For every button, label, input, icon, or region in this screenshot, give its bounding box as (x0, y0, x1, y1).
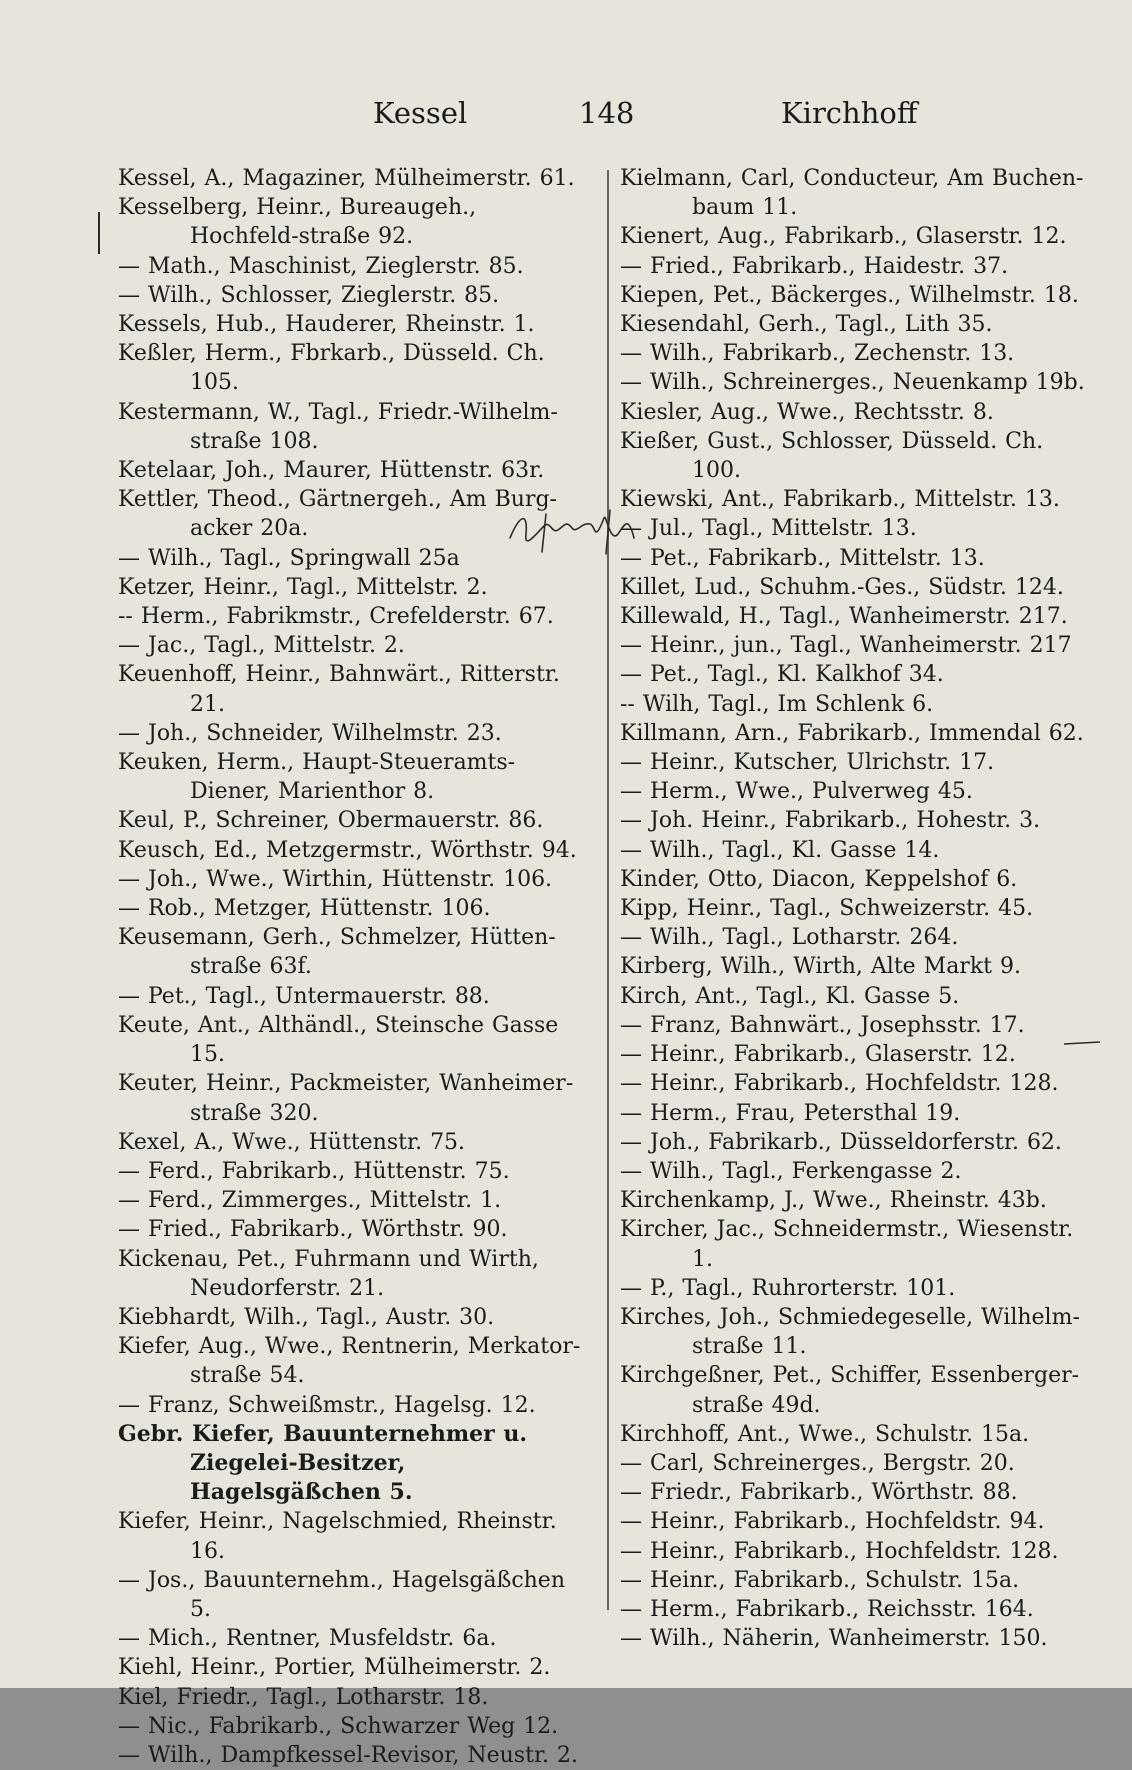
directory-entry: Kiesendahl, Gerh., Tagl., Lith 35. (620, 312, 993, 338)
directory-entry: — Herm., Wwe., Pulverweg 45. (620, 779, 973, 805)
directory-entry: Kessels, Hub., Hauderer, Rheinstr. 1. (118, 312, 535, 338)
page-header (118, 96, 1078, 136)
directory-entry: — Ferd., Zimmerges., Mittelstr. 1. (118, 1188, 502, 1214)
directory-entry: Kickenau, Pet., Fuhrmann und Wirth, Neudorferstr. 21. (118, 1246, 539, 1301)
pencil-dash-mark (1062, 1036, 1102, 1050)
directory-entry: Gebr. Kiefer, Bauunternehmer u. Ziegelei-Besitzer, Hagelsgäßchen 5. (118, 1420, 528, 1506)
directory-entry: — Wilh., Dampfkessel-Revisor, Neustr. 2. (118, 1742, 579, 1768)
directory-entry: — Herm., Fabrikarb., Reichsstr. 164. (620, 1596, 1034, 1622)
directory-entry: Keßler, Herm., Fbrkarb., Düsseld. Ch. 105. (118, 341, 545, 396)
directory-entry: — Joh., Schneider, Wilhelmstr. 23. (118, 720, 502, 746)
directory-entry: Kinder, Otto, Diacon, Keppelshof 6. (620, 866, 1018, 892)
directory-entry: Keusemann, Gerh., Schmelzer, Hütten-straße 63f. (118, 925, 556, 980)
directory-entry: — Heinr., Fabrikarb., Schulstr. 15a. (620, 1567, 1020, 1593)
header-left-keyword: Kessel (373, 96, 468, 130)
directory-entry: Kiewski, Ant., Fabrikarb., Mittelstr. 13. (620, 487, 1060, 513)
directory-entry: — Ferd., Fabrikarb., Hüttenstr. 75. (118, 1158, 510, 1184)
directory-entry: — Heinr., Fabrikarb., Glaserstr. 12. (620, 1042, 1016, 1068)
directory-entry: — Franz, Schweißmstr., Hagelsg. 12. (118, 1392, 536, 1418)
directory-entry: Keute, Ant., Althändl., Steinsche Gasse 15. (118, 1012, 559, 1068)
page-number: 148 (579, 96, 635, 130)
directory-entry: — Heinr., Fabrikarb., Hochfeldstr. 94. (620, 1509, 1045, 1535)
directory-entry: Kipp, Heinr., Tagl., Schweizerstr. 45. (620, 896, 1034, 922)
directory-entry: — Wilh., Näherin, Wanheimerstr. 150. (620, 1626, 1048, 1652)
handwritten-annotation (506, 504, 646, 564)
directory-entry: Keuter, Heinr., Packmeister, Wanheimer-straße 320. (118, 1071, 574, 1126)
directory-entry: Kirchenkamp, J., Wwe., Rheinstr. 43b. (620, 1188, 1047, 1214)
directory-entry: Kestermann, W., Tagl., Friedr.-Wilhelm-straße 108. (118, 399, 558, 454)
directory-entry: — Wilh., Schlosser, Zieglerstr. 85. (118, 282, 500, 308)
column-divider (607, 170, 609, 1610)
directory-entry: — Heinr., Kutscher, Ulrichstr. 17. (620, 750, 995, 776)
directory-entry: Kienert, Aug., Fabrikarb., Glaserstr. 12. (620, 224, 1067, 250)
directory-entry: — Joh., Wwe., Wirthin, Hüttenstr. 106. (118, 866, 553, 892)
directory-entry: — P., Tagl., Ruhrorterstr. 101. (620, 1275, 956, 1301)
directory-entry: Kiehl, Heinr., Portier, Mülheimerstr. 2. (118, 1655, 551, 1681)
directory-entry: -- Wilh, Tagl., Im Schlenk 6. (620, 691, 934, 717)
directory-entry: — Wilh., Tagl., Ferkengasse 2. (620, 1158, 962, 1184)
directory-entry: Kirchgeßner, Pet., Schiffer, Essenberger-straße 49d. (620, 1363, 1080, 1418)
directory-entry: — Franz, Bahnwärt., Josephsstr. 17. (620, 1012, 1025, 1038)
directory-entry: Killewald, H., Tagl., Wanheimerstr. 217. (620, 604, 1068, 630)
directory-entry: Kircher, Jac., Schneidermstr., Wiesenstr. 1. (620, 1217, 1074, 1272)
directory-entry: Kirchhoff, Ant., Wwe., Schulstr. 15a. (620, 1421, 1030, 1447)
directory-entry: Kiepen, Pet., Bäckerges., Wilhelmstr. 18. (620, 282, 1079, 308)
directory-entry: Kirches, Joh., Schmiedegeselle, Wilhelm-straße 11. (620, 1304, 1080, 1360)
directory-entry: — Heinr., Fabrikarb., Hochfeldstr. 128. (620, 1071, 1059, 1097)
directory-entry: — Wilh., Tagl., Lotharstr. 264. (620, 925, 959, 951)
directory-entry: — Nic., Fabrikarb., Schwarzer Weg 12. (118, 1713, 559, 1739)
directory-entry: Kessel, A., Magaziner, Mülheimerstr. 61. (118, 166, 575, 191)
directory-entry: Ketzer, Heinr., Tagl., Mittelstr. 2. (118, 574, 488, 600)
directory-entry: Killmann, Arn., Fabrikarb., Immendal 62. (620, 720, 1084, 746)
directory-entry: — Wilh., Fabrikarb., Zechenstr. 13. (620, 341, 1015, 367)
directory-entry: -- Herm., Fabrikmstr., Crefelderstr. 67. (118, 604, 554, 630)
directory-entry: Keuenhoff, Heinr., Bahnwärt., Ritterstr. 21. (118, 662, 560, 717)
directory-entry: — Joh., Fabrikarb., Düsseldorferstr. 62. (620, 1129, 1062, 1155)
directory-entry: — Jul., Tagl., Mittelstr. 13. (620, 516, 917, 542)
directory-entry: Kielmann, Carl, Conducteur, Am Buchen-baum 11. (620, 166, 1084, 221)
directory-entry: Kirberg, Wilh., Wirth, Alte Markt 9. (620, 954, 1021, 980)
directory-entry: — Friedr., Fabrikarb., Wörthstr. 88. (620, 1480, 1018, 1506)
directory-entry: Kiefer, Heinr., Nagelschmied, Rheinstr. 16. (118, 1509, 557, 1564)
directory-entry: — Mich., Rentner, Musfeldstr. 6a. (118, 1626, 497, 1652)
directory-entry: — Fried., Fabrikarb., Haidestr. 37. (620, 253, 1009, 279)
directory-entry: — Fried., Fabrikarb., Wörthstr. 90. (118, 1217, 508, 1243)
directory-entry: — Pet., Fabrikarb., Mittelstr. 13. (620, 545, 985, 571)
directory-entry: — Math., Maschinist, Zieglerstr. 85. (118, 253, 524, 279)
directory-entry: Kiebhardt, Wilh., Tagl., Austr. 30. (118, 1304, 495, 1330)
directory-entry: Kesselberg, Heinr., Bureaugeh., Hochfeld-straße 92. (118, 195, 477, 250)
header-right-keyword: Kirchhoff (781, 96, 918, 130)
directory-entry: — Heinr., Fabrikarb., Hochfeldstr. 128. (620, 1538, 1059, 1564)
directory-entry: Killet, Lud., Schuhm.-Ges., Südstr. 124. (620, 574, 1064, 600)
right-column (620, 164, 1098, 1653)
directory-entry: — Pet., Tagl., Untermauerstr. 88. (118, 983, 490, 1009)
directory-entry: Kiefer, Aug., Wwe., Rentnerin, Merkator-straße 54. (118, 1334, 581, 1389)
directory-entry: — Pet., Tagl., Kl. Kalkhof 34. (620, 662, 944, 688)
directory-entry: — Wilh., Schreinerges., Neuenkamp 19b. (620, 370, 1085, 396)
directory-entry: — Wilh., Tagl., Kl. Gasse 14. (620, 837, 940, 863)
directory-entry: Kiel, Friedr., Tagl., Lotharstr. 18. (118, 1684, 489, 1710)
directory-entry: — Wilh., Tagl., Springwall 25a (118, 545, 460, 571)
directory-entry: — Jac., Tagl., Mittelstr. 2. (118, 633, 405, 659)
margin-pencil-mark (98, 212, 100, 254)
directory-entry: Kirch, Ant., Tagl., Kl. Gasse 5. (620, 983, 960, 1009)
directory-entry: Keuken, Herm., Haupt-Steueramts-Diener, Marienthor 8. (118, 750, 516, 805)
directory-entry: — Rob., Metzger, Hüttenstr. 106. (118, 896, 491, 922)
directory-entry: — Joh. Heinr., Fabrikarb., Hohestr. 3. (620, 808, 1041, 834)
left-column (118, 164, 590, 1770)
directory-entry: Kiesler, Aug., Wwe., Rechtsstr. 8. (620, 399, 994, 425)
directory-entry: — Carl, Schreinerges., Bergstr. 20. (620, 1450, 1015, 1476)
directory-entry: Kießer, Gust., Schlosser, Düsseld. Ch. 100. (620, 428, 1044, 484)
directory-entry: Ketelaar, Joh., Maurer, Hüttenstr. 63r. (118, 458, 545, 484)
directory-entry: — Jos., Bauunternehm., Hagelsgäßchen 5. (118, 1567, 565, 1622)
directory-entry: Kettler, Theod., Gärtnergeh., Am Burg-acker 20a. (118, 487, 557, 542)
directory-entry: — Herm., Frau, Petersthal 19. (620, 1100, 961, 1126)
directory-entry: Keul, P., Schreiner, Obermauerstr. 86. (118, 808, 544, 834)
directory-entry: Kexel, A., Wwe., Hüttenstr. 75. (118, 1129, 466, 1155)
directory-entry: Keusch, Ed., Metzgermstr., Wörthstr. 94. (118, 837, 577, 863)
directory-entry: — Heinr., jun., Tagl., Wanheimerstr. 217 (620, 633, 1072, 659)
